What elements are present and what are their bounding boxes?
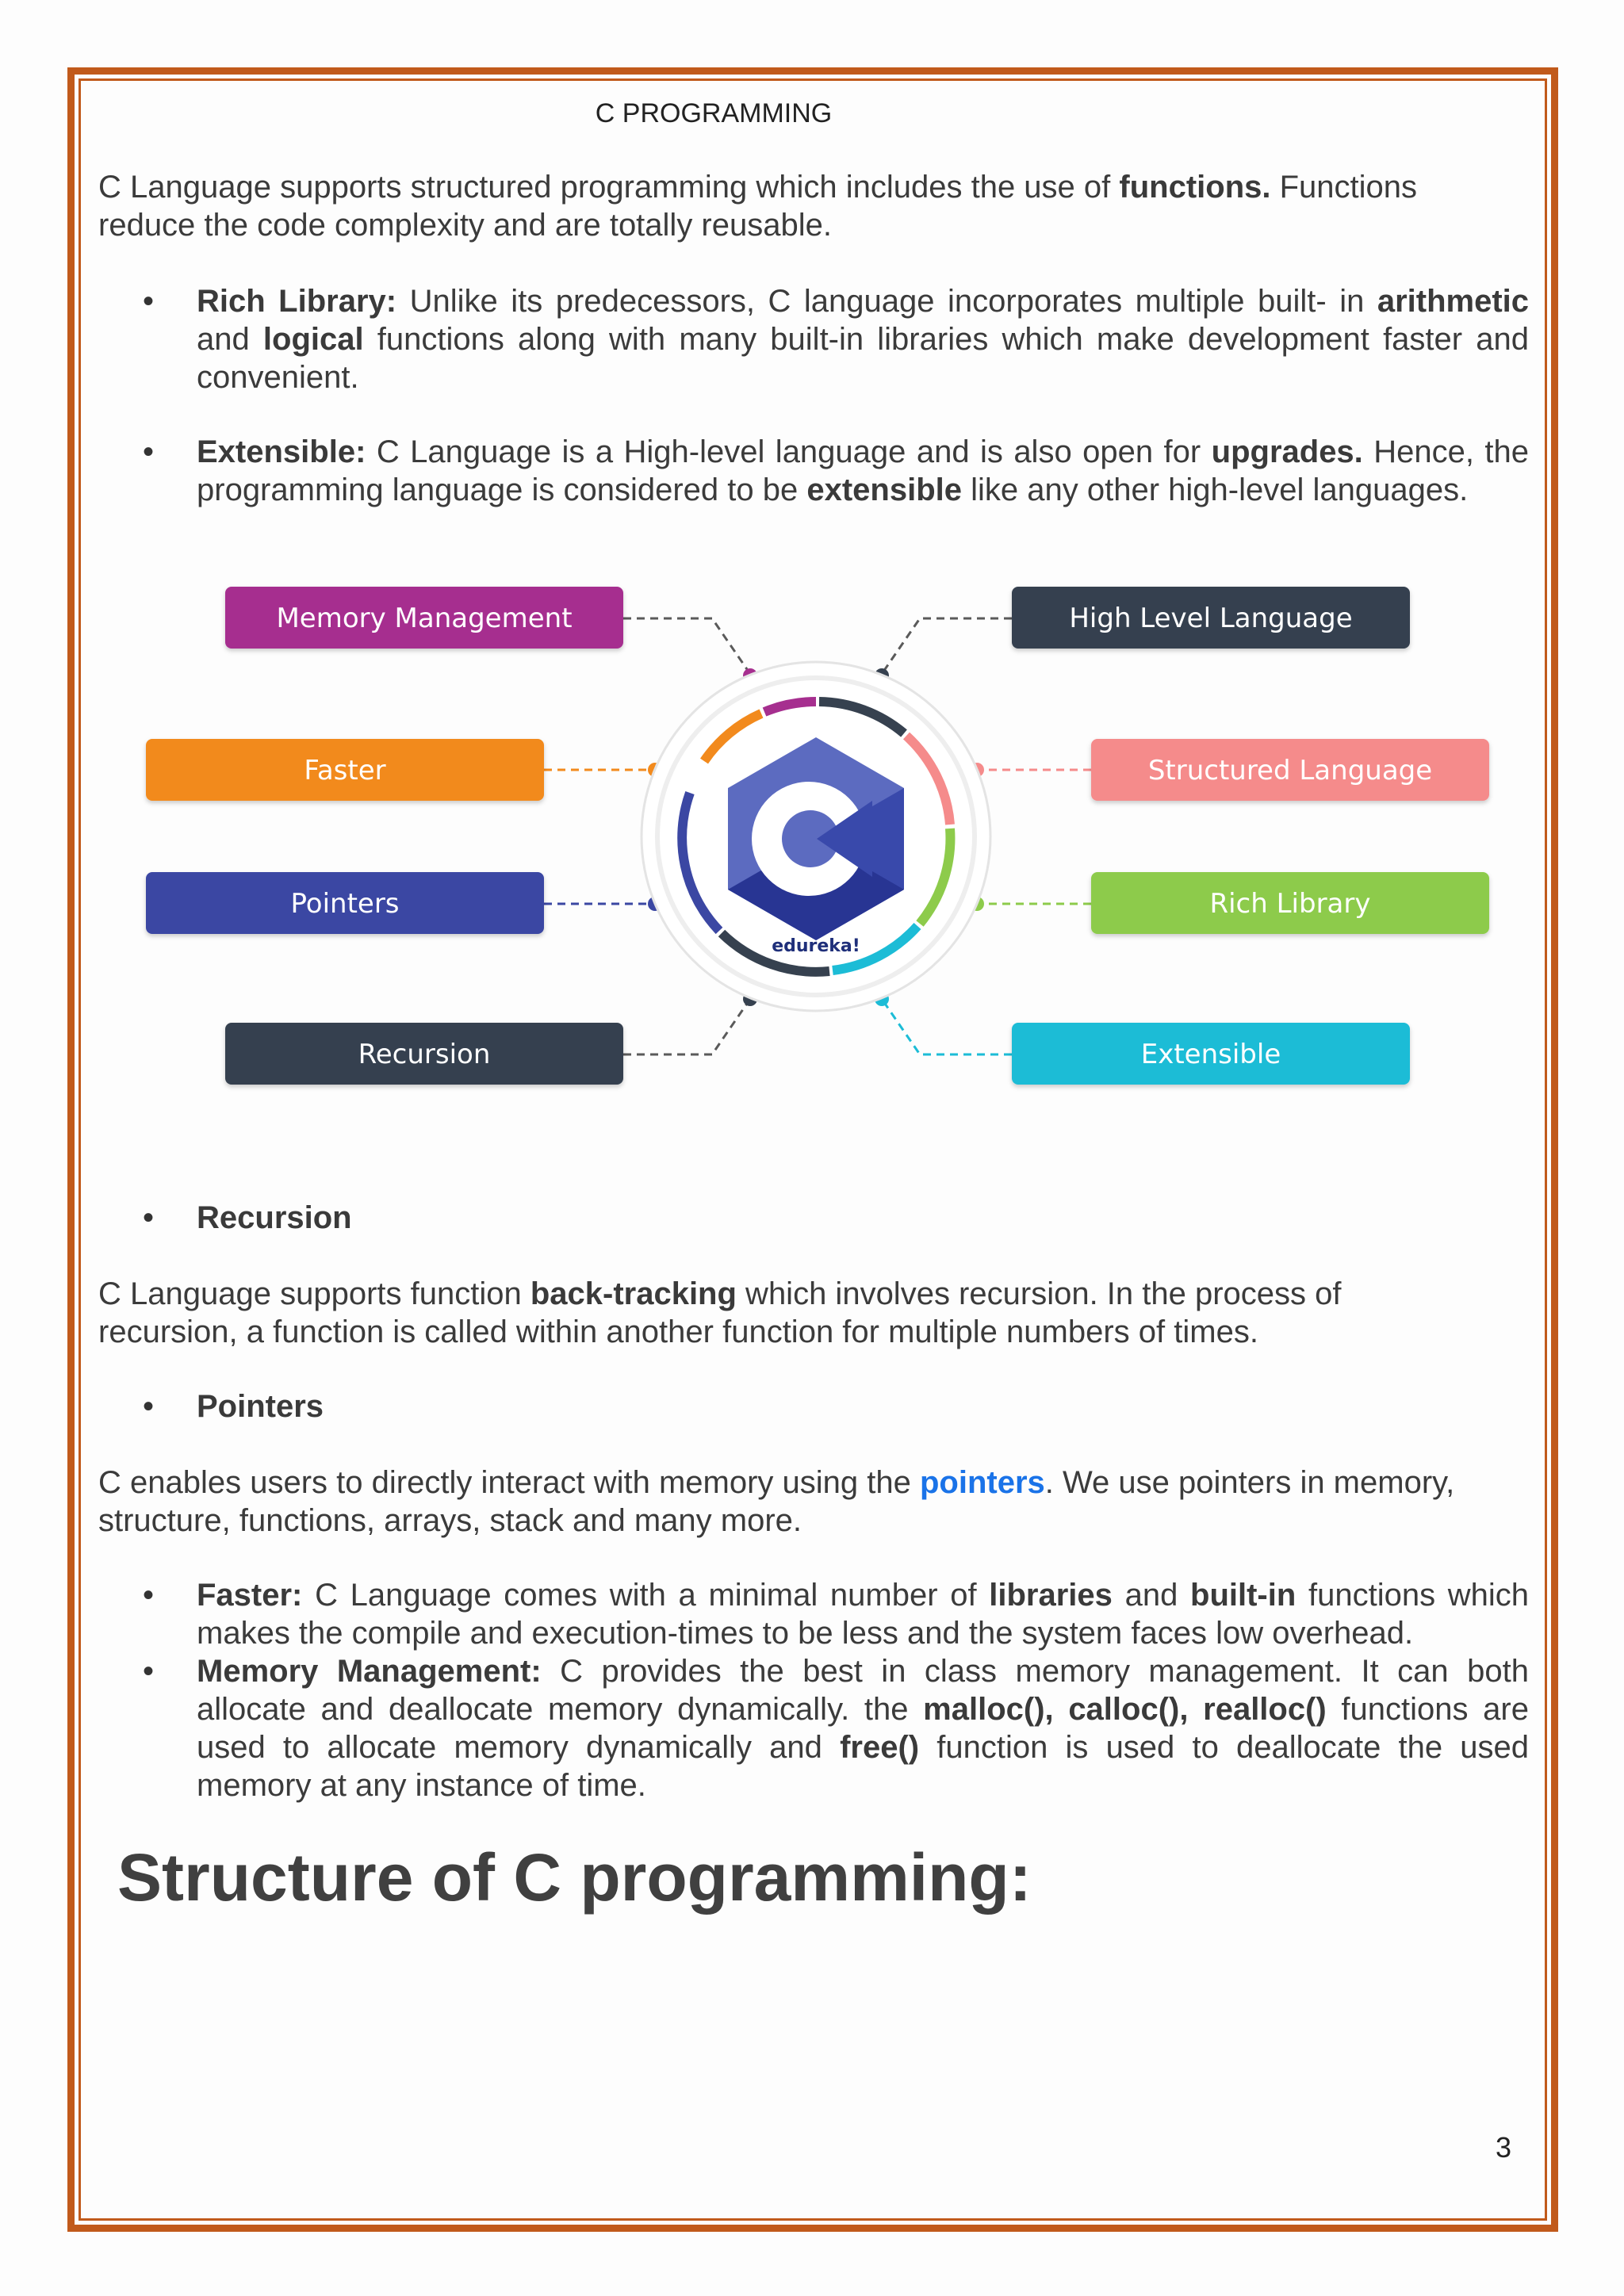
faster-paragraph — [197, 1576, 1529, 1652]
feature-label-memory-management: Memory Management — [276, 603, 573, 634]
feature-label-high-level-language: High Level Language — [1069, 603, 1353, 634]
rich-library-text: and — [197, 322, 263, 357]
bullet-rich-library: • — [143, 284, 155, 319]
faster-text: C Language comes with a minimal number of — [302, 1578, 990, 1613]
memory-paragraph — [197, 1652, 1529, 1804]
faster-bold-built-in: built-in — [1190, 1578, 1297, 1613]
recursion-text: which involves recursion. In the process of recursion, a function is called within another function for multiple numbers of times. — [98, 1276, 1342, 1349]
pointers-text: C enables users to directly interact with memory using the — [98, 1465, 920, 1500]
faster-text: and — [1112, 1578, 1191, 1613]
intro-text: C Language supports structured programming which includes the use of — [98, 170, 1120, 205]
feature-label-pointers: Pointers — [290, 888, 400, 920]
feature-box-pointers — [146, 872, 544, 934]
rich-library-label: Rich Library: — [197, 284, 397, 319]
bullet-extensible: • — [143, 434, 155, 469]
pointers-paragraph — [98, 1464, 1510, 1540]
feature-box-structured-language — [1091, 739, 1489, 801]
memory-text: C provides the best in class memory management. It can both allocate and deallocate memory dynamically. the — [197, 1654, 1529, 1727]
extensible-label: Extensible: — [197, 434, 366, 469]
bullet-memory-management: • — [143, 1654, 155, 1689]
feature-box-faster — [146, 739, 544, 801]
feature-box-memory-management — [225, 587, 623, 649]
page-header-title: C PROGRAMMING — [595, 98, 833, 128]
feature-label-rich-library: Rich Library — [1209, 888, 1371, 920]
connector-memory — [623, 618, 750, 674]
faster-bold-libraries: libraries — [989, 1578, 1113, 1613]
extensible-text: like any other high-level languages. — [962, 473, 1469, 507]
connector-recursion — [623, 999, 750, 1054]
intro-bold-functions: functions. — [1119, 170, 1271, 205]
extensible-bold-upgrades: upgrades. — [1211, 434, 1363, 469]
feature-label-extensible: Extensible — [1140, 1039, 1281, 1070]
connector-extensible — [882, 999, 1012, 1054]
faster-text: functions which makes the compile and execution-times to be less and the system faces low overhead. — [197, 1578, 1530, 1651]
memory-bold-free: free() — [840, 1730, 920, 1765]
rich-library-bold-logical: logical — [262, 322, 364, 357]
recursion-heading — [197, 1199, 352, 1237]
memory-text: function is used to deallocate the used memory at any instance of time. — [197, 1730, 1529, 1803]
rich-library-text: functions along with many built-in libraries which make development faster and convenient. — [197, 322, 1529, 395]
bullet-pointers: • — [143, 1389, 155, 1424]
recursion-bold-backtracking: back-tracking — [530, 1276, 737, 1311]
pointers-link[interactable]: pointers — [920, 1465, 1045, 1500]
pointers-heading-text: Pointers — [197, 1389, 324, 1424]
feature-label-faster: Faster — [304, 755, 386, 786]
page-number: 3 — [1496, 2131, 1512, 2164]
extensible-text: C Language is a High-level language and is also open for — [366, 434, 1212, 469]
section-heading: Structure of C programming: — [117, 1840, 1032, 1915]
extensible-bold-extensible: extensible — [806, 473, 963, 507]
feature-box-high-level-language — [1012, 587, 1410, 649]
feature-box-rich-library — [1091, 872, 1489, 934]
pointers-text: . We use pointers in memory, structure, functions, arrays, stack and many more. — [98, 1465, 1455, 1538]
recursion-heading-text: Recursion — [197, 1200, 352, 1235]
memory-bold-alloc-functions: malloc(), calloc(), realloc() — [923, 1692, 1327, 1727]
recursion-paragraph — [98, 1275, 1446, 1351]
feature-box-recursion — [225, 1023, 623, 1085]
intro-text-end: Functions reduce the code complexity and are totally reusable. — [98, 170, 1418, 243]
feature-label-structured-language: Structured Language — [1147, 755, 1433, 786]
pointers-heading — [197, 1387, 324, 1425]
edureka-logo-text: edureka! — [772, 936, 860, 956]
feature-box-extensible — [1012, 1023, 1410, 1085]
bullet-recursion: • — [143, 1200, 155, 1235]
bullet-faster: • — [143, 1578, 155, 1613]
memory-text: functions are used to allocate memory dynamically and — [197, 1692, 1529, 1765]
extensible-text: Hence, the programming language is considered to be — [197, 434, 1529, 507]
feature-label-recursion: Recursion — [358, 1039, 491, 1070]
recursion-text: C Language supports function — [98, 1276, 530, 1311]
faster-label: Faster: — [197, 1578, 303, 1613]
rich-library-bold-arithmetic: arithmetic — [1377, 284, 1530, 319]
memory-label: Memory Management: — [197, 1654, 542, 1689]
rich-library-text: Unlike its predecessors, C language incorporates multiple built- in — [396, 284, 1377, 319]
connector-high-level — [882, 618, 1012, 674]
